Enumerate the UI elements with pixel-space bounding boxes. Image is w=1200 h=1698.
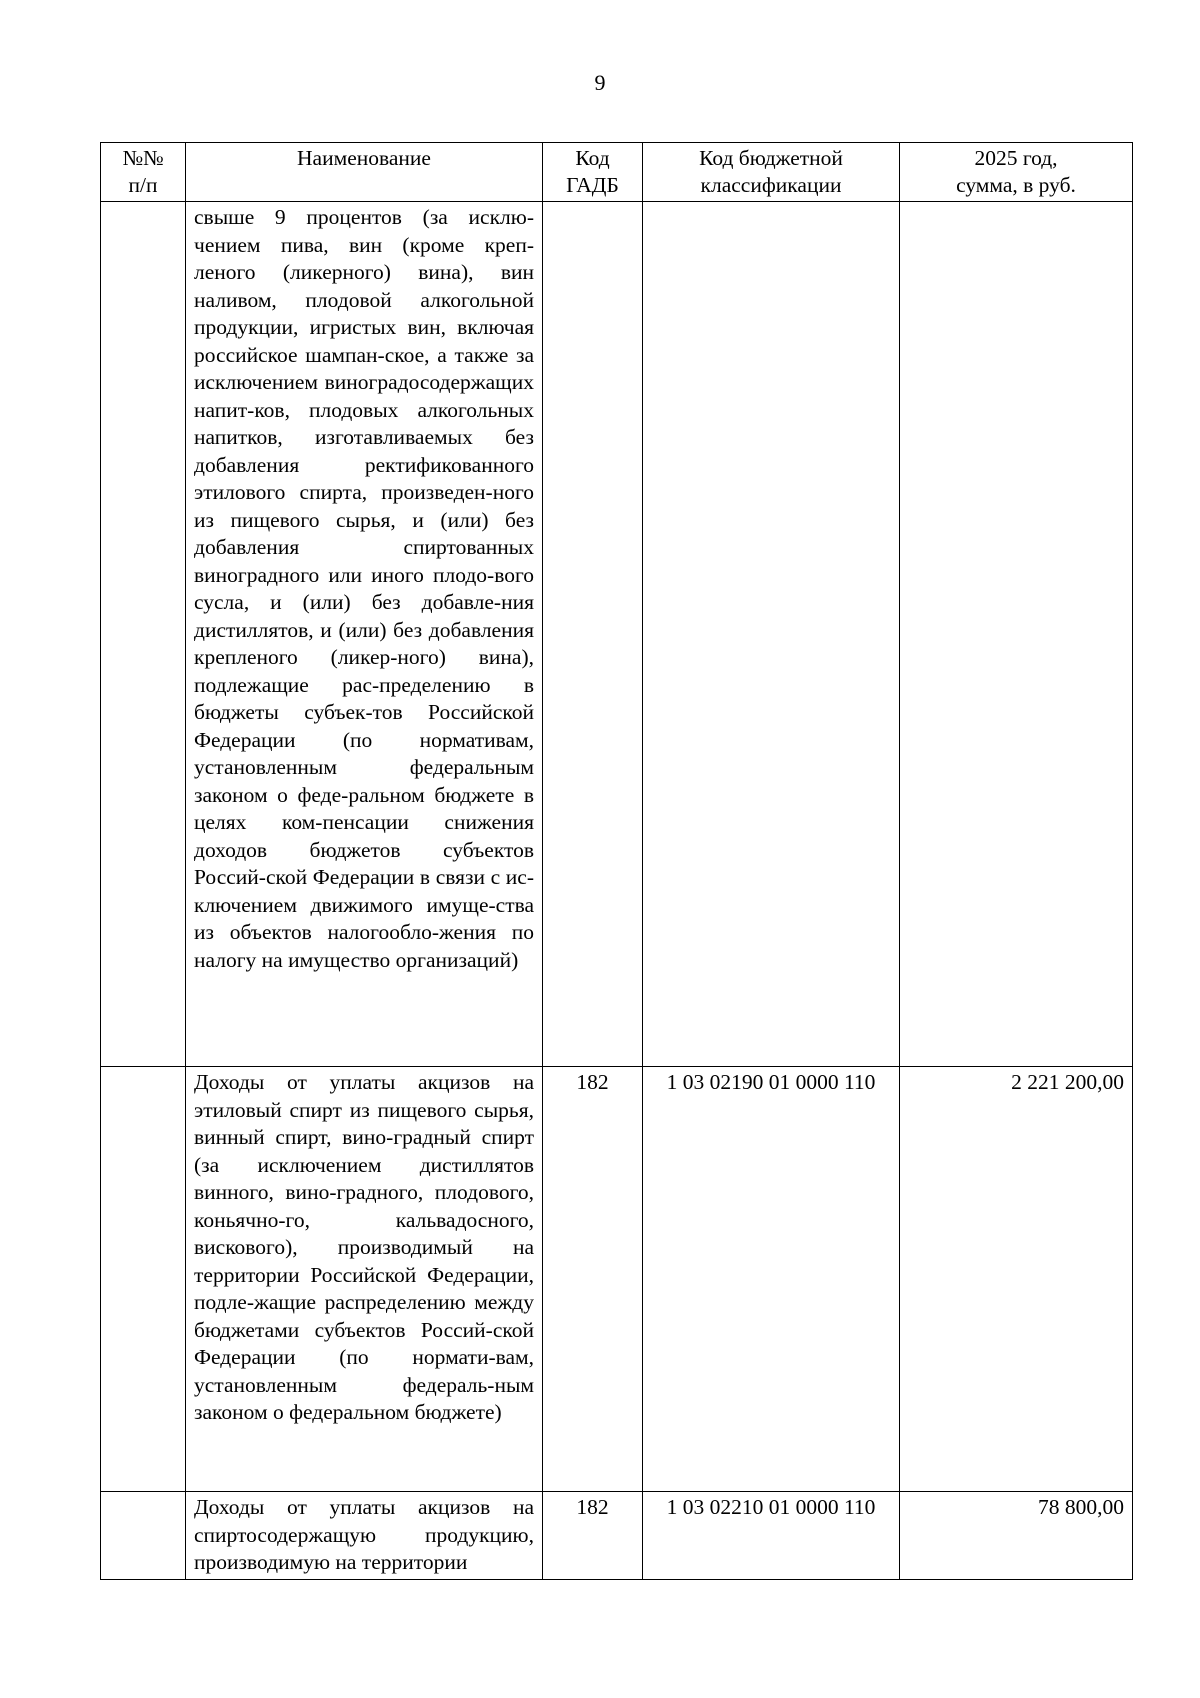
header-sum-line1: 2025 год, [974,146,1058,170]
revenue-table [100,142,1133,1580]
table-header-row [101,143,1133,202]
header-num-line1: №№ [122,146,164,170]
header-sum [900,143,1133,202]
header-kbk-line1: Код бюджетной [699,146,843,170]
cell-sum: 2 221 200,00 [900,1067,1133,1492]
header-gadb-line2: ГАДБ [566,173,619,197]
cell-gadb: 182 [543,1492,643,1580]
header-name [186,143,543,202]
table-row [101,1067,1133,1492]
cell-num [101,1067,186,1492]
cell-name: Доходы от уплаты акцизов на этиловый спирт из пищевого сырья, винный спирт, вино-градный спирт (за исключением дистиллятов винного, вино-градного, плодового, коньячно-го, кальвадосного, вискового), производимый на территории Российской Федерации, подле-жащие распределению между бюджетами субъектов Россий-ской Федерации (по нормати-вам, установленным федераль-ным законом о федеральном бюджете) [186,1067,543,1492]
cell-sum [900,202,1133,1067]
header-num [101,143,186,202]
cell-gadb [543,202,643,1067]
cell-sum: 78 800,00 [900,1492,1133,1580]
header-kbk-line2: классификации [700,173,842,197]
cell-name: Доходы от уплаты акцизов на спиртосодержащую продукцию, производимую на территории [186,1492,543,1580]
cell-num [101,1492,186,1580]
cell-kbk: 1 03 02210 01 0000 110 [643,1492,900,1580]
cell-num [101,202,186,1067]
cell-gadb: 182 [543,1067,643,1492]
cell-kbk: 1 03 02190 01 0000 110 [643,1067,900,1492]
cell-kbk [643,202,900,1067]
page-number: 9 [594,70,606,95]
cell-name: свыше 9 процентов (за исклю-чением пива, вин (кроме креп-леного (ликерного) вина), вин наливом, плодовой алкогольной продукции, игристых вин, включая российское шампан-ское, а также за исключением виноградосодержащих напит-ков, плодовых алкогольных напитков, изготавливаемых без добавления ректификованного этилового спирта, произведен-ного из пищевого сырья, и (или) без добавления спиртованных виноградного или иного плодо-вого сусла, и (или) без добавле-ния дистиллятов, и (или) без добавления крепленого (ликер-ного) вина), подлежащие рас-пределению в бюджеты субъек-тов Российской Федерации (по нормативам, установленным федеральным законом о феде-ральном бюджете в целях ком-пенсации снижения доходов бюджетов субъектов Россий-ской Федерации в связи с ис-ключением движимого имуще-ства из объектов налогообло-жения по налогу на имущество организаций) [186,202,543,1067]
header-gadb-line1: Код [575,146,610,170]
header-name-label: Наименование [297,146,431,170]
header-num-line2: п/п [128,173,158,197]
table-row [101,1492,1133,1580]
header-sum-line2: сумма, в руб. [956,173,1076,197]
header-gadb [543,143,643,202]
table-row [101,202,1133,1067]
header-kbk [643,143,900,202]
